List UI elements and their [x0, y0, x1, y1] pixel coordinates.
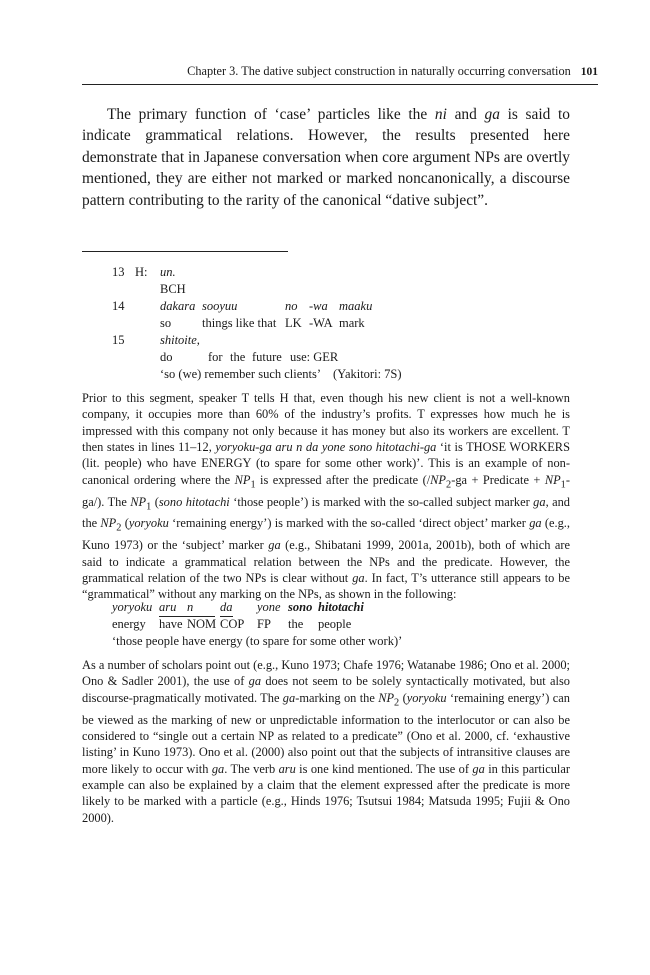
section-divider — [82, 251, 288, 252]
running-header — [82, 64, 598, 85]
intro-paragraph: The primary function of ‘case’ particles like the ni and ga is said to indicate grammatical relations. However, the results presented here demonstrate that in Japanese conversation when core argument NPs are overtly mentioned, they are either not marked or marked noncanonically, a discourse pattern contributing to the rarity of the canonical “dative subject”. — [82, 106, 570, 209]
body-paragraph-3: As a number of scholars point out (e.g., Kuno 1973; Chafe 1976; Watanabe 1986; Ono et al. 2000; Ono & Sadler 2001), the use of ga does not seem to be solely syntactically motivated, but also discourse-pragmatically motivated. The ga-marking on the $NP_2$ (yoryoku ‘remaining energy’) can be viewed as the marking of new or unpredictable information to the interlocutor or can also be considered to “single out a certain NP as related to a predicate” (Ono et al. 2000, cf. ‘exhaustive listing’ in Kuno 1973). Ono et al. (2000) also point out that the subjects of intransitive clauses are more likely to occur with ga. The verb aru is one kind mentioned. The use of ga in this particular example can also be explained by a claim that the element expressed after the predicate is more likely to be marked with a particle (e.g., Hinds 1976; Tsutsui 1984; Matsuda 1995; Fujii & Ono 2000). — [82, 658, 570, 825]
body-paragraph-2: Prior to this segment, speaker T tells H that, even though his new client is not a well-known company, it occupies more than 60% of the industry’s profits. T expresses how much he is impressed with this company not only because it has money but also its workers are excellent. T then states in lines 11–12, yoryoku-ga aru n da yone sono hitotachi-ga ‘it is THOSE WORKERS (lit. people) who have ENERGY (to spare for some other work)’. This is an example of non-canonical ordering where the $NP_1$ is expressed after the predicate ($/NP_2-ga$ + Predicate + $NP_1-ga/$). The $NP_1$ (sono hitotachi ‘those people’) is marked with the so-called subject marker ga, and the $NP_2$ (yoryoku ‘remaining energy’) is marked with the so-called ‘direct object’ marker ga (e.g., Kuno 1973) or the ‘subject’ marker ga (e.g., Shibatani 1999, 2001a, 2001b), both of which are said to indicate a grammatical relation between the NPs and the predicate. However, the grammatical relation of the two NPs is clear without ga. In fact, T’s utterance still appears to be “grammatical” without any marking on the NPs, as shown in the following: — [82, 391, 571, 602]
page-number: 101 — [580, 66, 598, 78]
chapter-title: Chapter 3. The dative subject construction in naturally occurring conversation — [187, 64, 571, 78]
